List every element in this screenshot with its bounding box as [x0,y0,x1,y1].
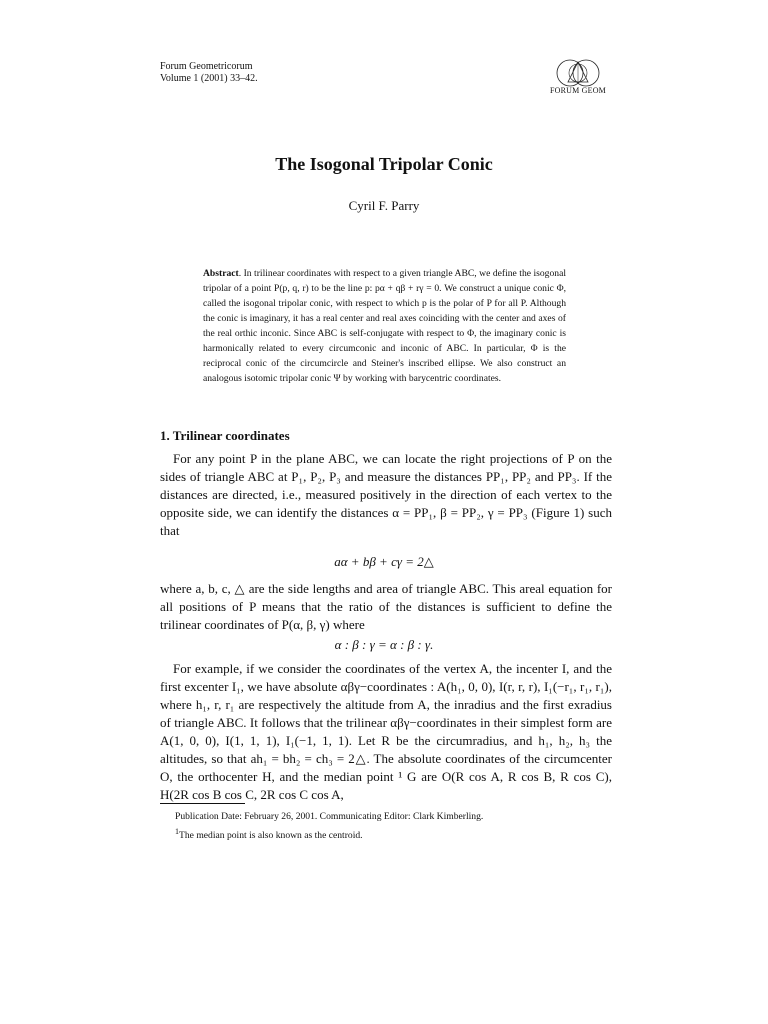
journal-volume: Volume 1 (2001) 33–42. [160,73,258,84]
abstract-text: . In trilinear coordinates with respect to a given triangle ABC, we define the isogonal tripolar of a point P(p, q, r) to be the line p: pα + qβ + rγ = 0. We construct a unique conic Φ, called the isogonal tripolar conic, with respect to which p is the polar of P for all P. Although the conic is imaginary, it has a real center and real axes coinciding with the center and axes of the real orthic inconic. Since ABC is self-conjugate with respect to Φ, the imaginary conic is harmonically related to every circumconic and inconic of ABC. In particular, Φ is the reciprocal conic of the circumcircle and Steiner's inscribed ellipse. We also construct an analogous isotomic tripolar conic Ψ by working with barycentric coordinates. [203,268,566,384]
footnote-1 [175,827,363,841]
journal-header [160,61,258,85]
publication-note: Publication Date: February 26, 2001. Communicating Editor: Clark Kimberling. [175,811,484,822]
paragraph-3: For example, if we consider the coordinates of the vertex A, the incenter I, and the first excenter I₁, we have absolute αβγ−coordinates : A(h₁, 0, 0), I(r, r, r), I₁(−r₁, r₁, r₁), where h₁, r, r₁ are respectively the altitude from A, the inradius and the first exradius of triangle ABC. It follows that the trilinear αβγ−coordinates in their simplest form are A(1, 0, 0), I(1, 1, 1), I₁(−1, 1, 1). Let R be the circumradius, and h₁, h₂, h₃ the altitudes, so that ah₁ = bh₂ = ch₃ = 2△. The absolute coordinates of the circumcenter O, the orthocenter H, and the median point ¹ G are O(R cos A, R cos B, R cos C), H(2R cos B cos C, 2R cos C cos A, [160,661,612,802]
forum-geom-logo [546,56,610,98]
abstract [203,266,566,386]
abstract-label: Abstract [203,268,239,279]
logo-text: FORUM GEOM [549,86,606,95]
footnote-marker: 1 [175,827,179,836]
section-heading: 1. Trilinear coordinates [160,428,290,443]
paper-author: Cyril F. Parry [348,198,420,213]
paper-title: The Isogonal Tripolar Conic [275,154,493,174]
journal-name: Forum Geometricorum [160,61,253,72]
equation-ratio: α : β : γ = α : β : γ. [334,637,434,652]
paragraph-2: where a, b, c, △ are the side lengths and area of triangle ABC. This areal equation for all positions of P means that the ratio of the distances is sufficient to define the trilinear coordinates of P(α, β, γ) where [160,581,612,632]
equation-areal: aα + bβ + cγ = 2△ [334,554,434,569]
paragraph-1: For any point P in the plane ABC, we can locate the right projections of P on the sides of triangle ABC at P₁, P₂, P₃ and measure the distances PP₁, PP₂ and PP₃. If the distances are directed, i.e., measured positively in the direction of each vertex to the opposite side, we can identify the distances α = PP₁, β = PP₂, γ = PP₃ (Figure 1) such that [160,451,612,538]
footnote-1-text: The median point is also known as the centroid. [179,830,363,842]
footnote-rule [160,803,245,804]
